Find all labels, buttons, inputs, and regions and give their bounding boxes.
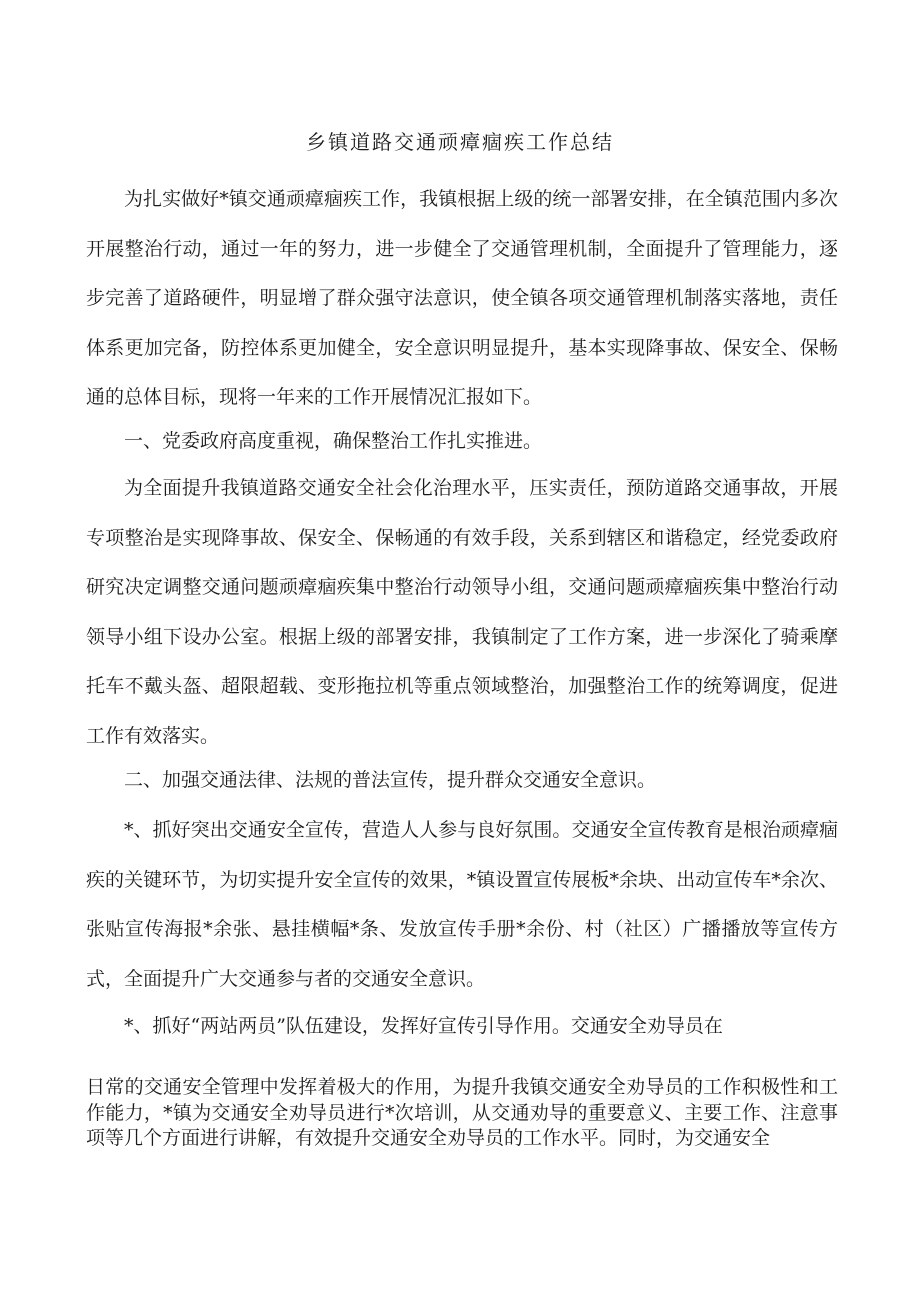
section-2-paragraph-continued: 日常的交通安全管理中发挥着极大的作用，为提升我镇交通安全劝导员的工作积极性和工作能力，*镇为交通安全劝导员进行*次培训，从交通劝导的重要意义、主要工作、注意事项等几个方面进行讲解，有效提升交通安全劝导员的工作水平。同时，为交通安全 [86, 1076, 838, 1149]
section-2-paragraph-publicity: *、抓好突出交通安全宣传，营造人人参与良好氛围。交通安全宣传教育是根治顽瘴痼疾的关键环节，为切实提升安全宣传的效果，*镇设置宣传展板*余块、出动宣传车*余次、张贴宣传海报*余张、悬挂横幅*条、发放宣传手册*余份、村（社区）广播播放等宣传方式，全面提升广大交通参与者的交通安全意识。 [86, 819, 838, 990]
section-heading-1: 一、党委政府高度重视，确保整治工作扎实推进。 [124, 430, 543, 452]
section-heading-2: 二、加强交通法律、法规的普法宣传，提升群众交通安全意识。 [124, 769, 657, 791]
section-1-paragraph: 为全面提升我镇道路交通安全社会化治理水平，压实责任，预防道路交通事故，开展专项整治是实现降事故、保安全、保畅通的有效手段，关系到辖区和谐稳定，经党委政府研究决定调整交通问题顽瘴痼疾集中整治行动领导小组，交通问题顽瘴痼疾集中整治行动领导小组下设办公室。根据上级的部署安排，我镇制定了工作方案，进一步深化了骑乘摩托车不戴头盔、超限超载、变形拖拉机等重点领域整治，加强整治工作的统筹调度，促进工作有效落实。 [86, 477, 838, 747]
section-2-paragraph-team-building: *、抓好“两站两员”队伍建设，发挥好宣传引导作用。交通安全劝导员在 [124, 1015, 723, 1037]
document-title: 乡镇道路交通顽瘴痼疾工作总结 [306, 130, 614, 154]
intro-paragraph: 为扎实做好*镇交通顽瘴痼疾工作，我镇根据上级的统一部署安排，在全镇范围内多次开展整治行动，通过一年的努力，进一步健全了交通管理机制，全面提升了管理能力，逐步完善了道路硬件，明显增了群众强守法意识，使全镇各项交通管理机制落实落地，责任体系更加完备，防控体系更加健全，安全意识明显提升，基本实现降事故、保安全、保畅通的总体目标，现将一年来的工作开展情况汇报如下。 [86, 188, 838, 408]
